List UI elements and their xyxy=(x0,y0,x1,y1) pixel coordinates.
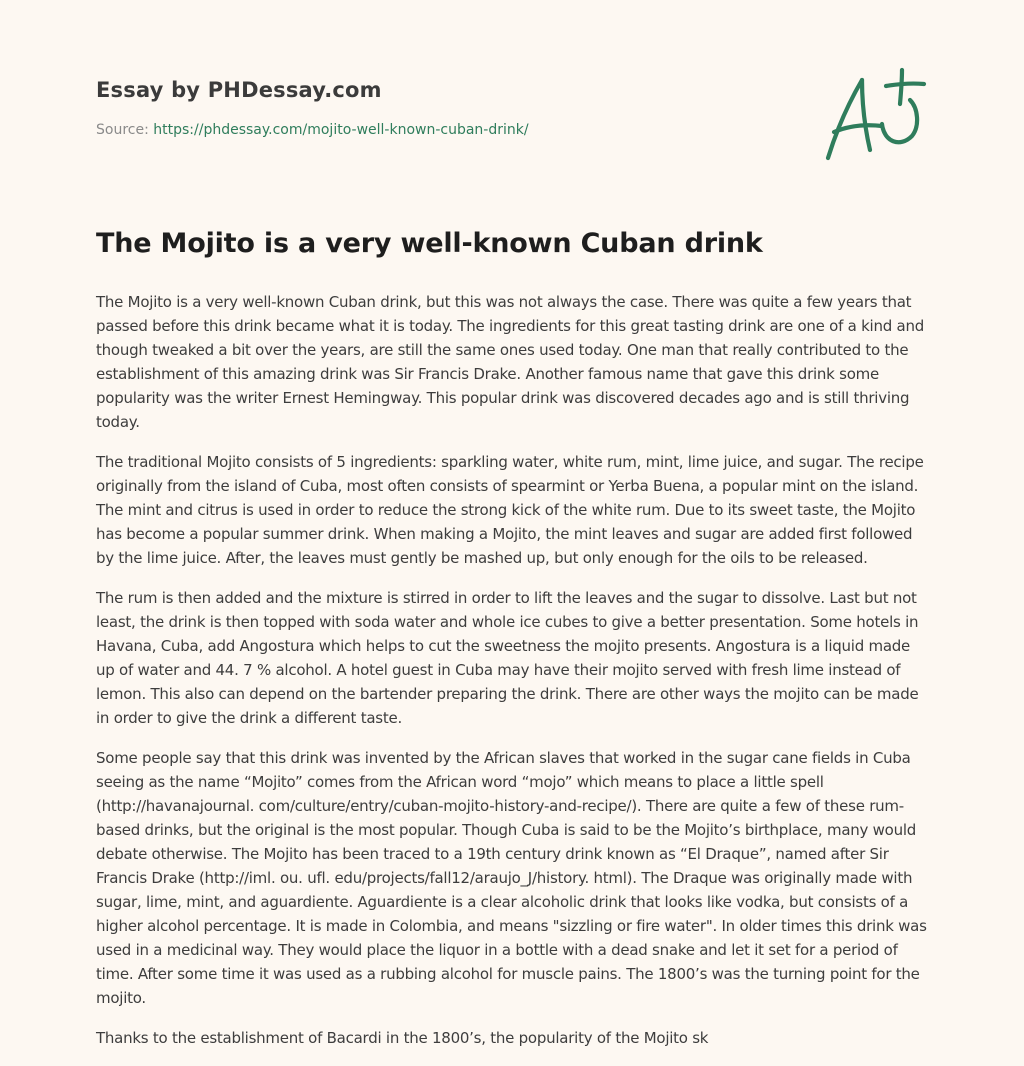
paragraph: Some people say that this drink was invented by the African slaves that worked in the sugar cane fields in Cuba seeing as the name “Mojito” comes from the African word “mojo” which means to place a little spell (http://havanajournal. com/culture/entry/cuban-mojito-history-and-recipe/). There are quite a few of these rum-based drinks, but the original is the most popular. Though Cuba is said to be the Mojito’s birthplace, many would debate otherwise. The Mojito has been traced to a 19th century drink known as “El Draque”, named after Sir Francis Drake (http://iml. ou. ufl. edu/projects/fall12/araujo_J/history. html). The Draque was originally made with sugar, lime, mint, and aguardiente. Aguardiente is a clear alcoholic drink that looks like vodka, but consists of a higher alcohol percentage. It is made in Colombia, and means "sizzling or fire water". In older times this drink was used in a medicinal way. They would place the liquor in a bottle with a dead snake and let it set for a period of time. After some time it was used as a rubbing alcohol for muscle pains. The 1800’s was the turning point for the mojito. xyxy=(96,749,927,1007)
essay-header xyxy=(96,76,796,140)
article xyxy=(96,224,928,1066)
article-title: The Mojito is a very well-known Cuban drink xyxy=(96,228,763,259)
paragraph: The traditional Mojito consists of 5 ingredients: sparkling water, white rum, mint, lime juice, and sugar. The recipe originally from the island of Cuba, most often consists of spearmint or Yerba Buena, a popular mint on the island. The mint and citrus is used in order to reduce the strong kick of the white rum. Due to its sweet taste, the Mojito has become a popular summer drink. When making a Mojito, the mint leaves and sugar are added first followed by the lime juice. After, the leaves must gently be mashed up, but only enough for the oils to be released. xyxy=(96,453,924,567)
source-label: Source: xyxy=(96,122,149,138)
source-link[interactable]: https://phdessay.com/mojito-well-known-cuban-drink/ xyxy=(153,122,529,138)
a-plus-logo xyxy=(820,66,930,166)
paragraph: The rum is then added and the mixture is stirred in order to lift the leaves and the sugar to dissolve. Last but not least, the drink is then topped with soda water and whole ice cubes to give a better presentation. Some hotels in Havana, Cuba, add Angostura which helps to cut the sweetness the mojito presents. Angostura is a liquid made up of water and 44. 7 % alcohol. A hotel guest in Cuba may have their mojito served with fresh lime instead of lemon. This also can depend on the bartender preparing the drink. There are other ways the mojito can be made in order to give the drink a different taste. xyxy=(96,589,919,727)
a-plus-logo-icon xyxy=(820,66,930,166)
source-line xyxy=(96,120,796,140)
paragraph: The Mojito is a very well-known Cuban drink, but this was not always the case. There was quite a few years that passed before this drink became what it is today. The ingredients for this great tasting drink are one of a kind and though tweaked a bit over the years, are still the same ones used today. One man that really contributed to the establishment of this amazing drink was Sir Francis Drake. Another famous name that gave this drink some popularity was the writer Ernest Hemingway. This popular drink was discovered decades ago and is still thriving today. xyxy=(96,293,924,431)
paragraph: Thanks to the establishment of Bacardi in the 1800’s, the popularity of the Mojito sk xyxy=(96,1029,709,1047)
brand-title: Essay by PHDessay.com xyxy=(96,78,382,102)
